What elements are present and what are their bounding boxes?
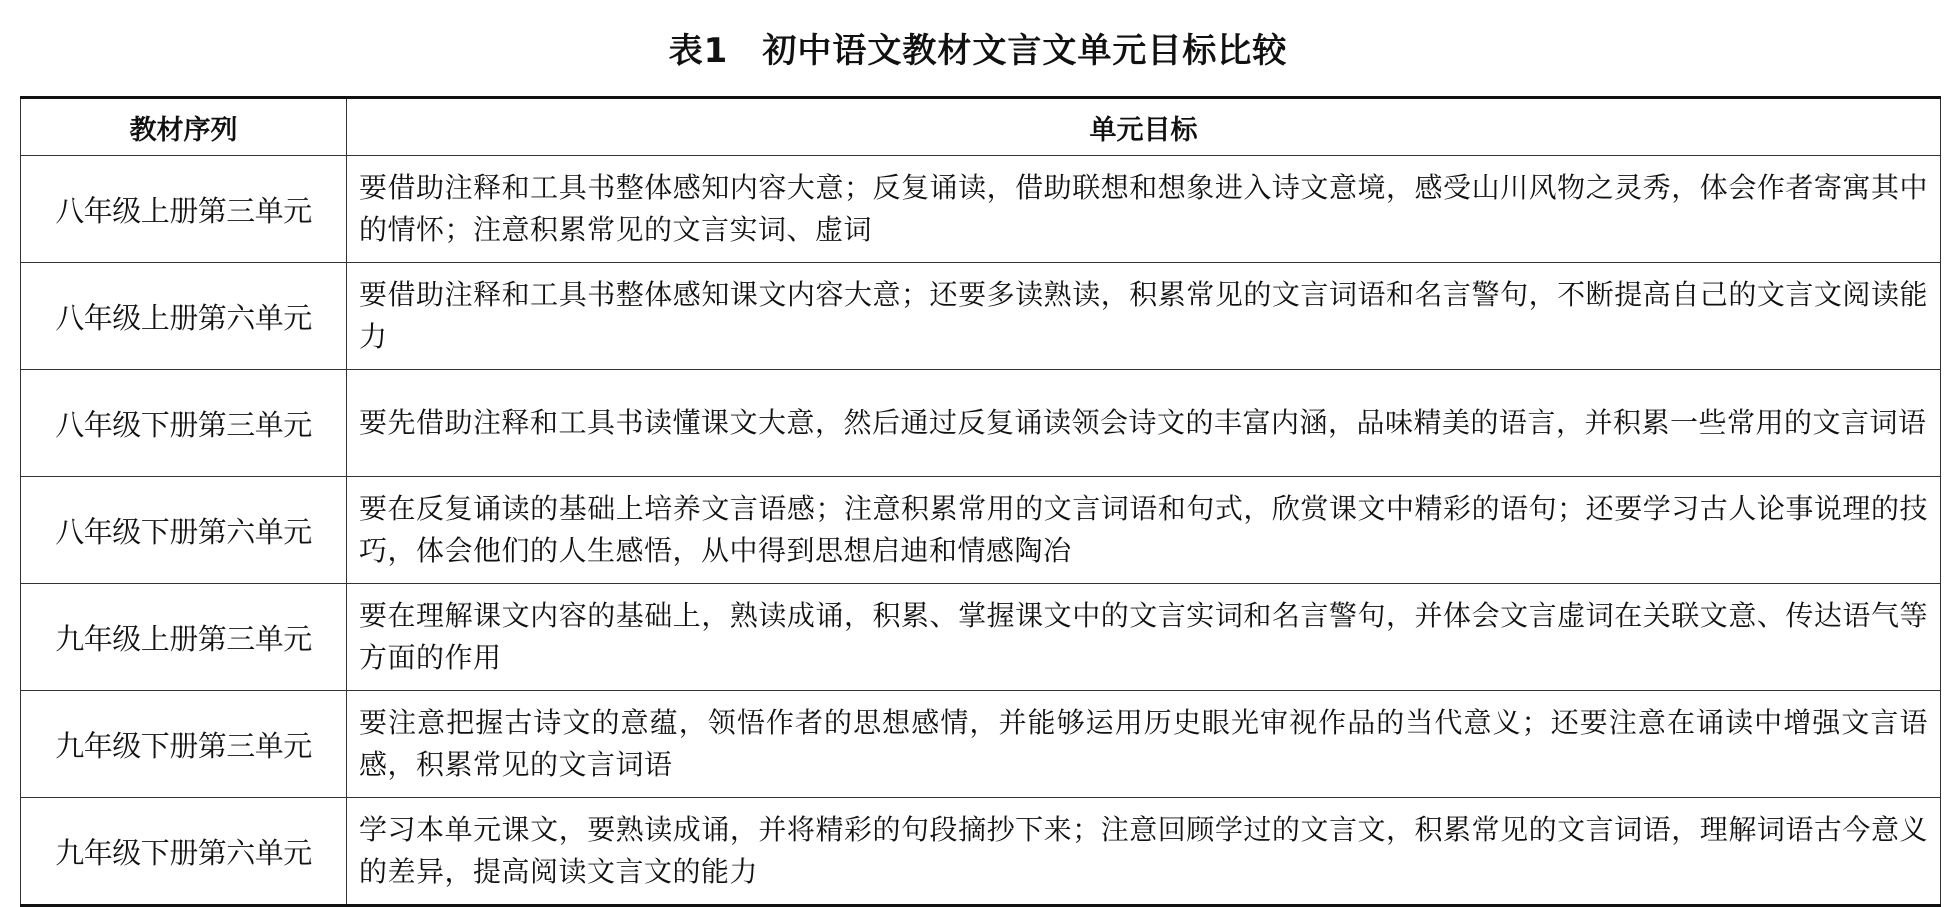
unit-goals-table — [20, 96, 1941, 907]
table-row — [21, 370, 1941, 477]
unit-goal-cell: 要借助注释和工具书整体感知课文内容大意；还要多读熟读，积累常见的文言词语和名言警句，不断提高自己的文言文阅读能力 — [347, 263, 1941, 370]
textbook-sequence-cell: 八年级上册第三单元 — [21, 156, 347, 263]
textbook-sequence-cell: 九年级下册第三单元 — [21, 691, 347, 798]
table-row — [21, 477, 1941, 584]
table-caption — [0, 26, 1956, 76]
textbook-sequence-cell: 八年级下册第三单元 — [21, 370, 347, 477]
table-number: 表1 — [668, 31, 729, 71]
unit-goal-cell: 要先借助注释和工具书读懂课文大意，然后通过反复诵读领会诗文的丰富内涵，品味精美的语言，并积累一些常用的文言词语 — [347, 370, 1941, 477]
header-textbook-sequence: 教材序列 — [21, 98, 347, 156]
header-unit-goals: 单元目标 — [347, 98, 1941, 156]
unit-goal-cell: 要在反复诵读的基础上培养文言语感；注意积累常用的文言词语和句式，欣赏课文中精彩的语句；还要学习古人论事说理的技巧，体会他们的人生感悟，从中得到思想启迪和情感陶冶 — [347, 477, 1941, 584]
table-row — [21, 156, 1941, 263]
unit-goal-cell: 要借助注释和工具书整体感知内容大意；反复诵读，借助联想和想象进入诗文意境，感受山川风物之灵秀，体会作者寄寓其中的情怀；注意积累常见的文言实词、虚词 — [347, 156, 1941, 263]
textbook-sequence-cell: 八年级上册第六单元 — [21, 263, 347, 370]
table-row — [21, 584, 1941, 691]
table-title: 初中语文教材文言文单元目标比较 — [762, 31, 1288, 71]
textbook-sequence-cell: 九年级下册第六单元 — [21, 798, 347, 906]
textbook-sequence-cell: 九年级上册第三单元 — [21, 584, 347, 691]
unit-goal-cell: 要注意把握古诗文的意蕴，领悟作者的思想感情，并能够运用历史眼光审视作品的当代意义；还要注意在诵读中增强文言语感，积累常见的文言词语 — [347, 691, 1941, 798]
unit-goal-cell: 学习本单元课文，要熟读成诵，并将精彩的句段摘抄下来；注意回顾学过的文言文，积累常见的文言词语，理解词语古今意义的差异，提高阅读文言文的能力 — [347, 798, 1941, 906]
table-row — [21, 263, 1941, 370]
table-header-row — [21, 98, 1941, 156]
table-row — [21, 798, 1941, 906]
unit-goal-cell: 要在理解课文内容的基础上，熟读成诵，积累、掌握课文中的文言实词和名言警句，并体会文言虚词在关联文意、传达语气等方面的作用 — [347, 584, 1941, 691]
textbook-sequence-cell: 八年级下册第六单元 — [21, 477, 347, 584]
table-row — [21, 691, 1941, 798]
